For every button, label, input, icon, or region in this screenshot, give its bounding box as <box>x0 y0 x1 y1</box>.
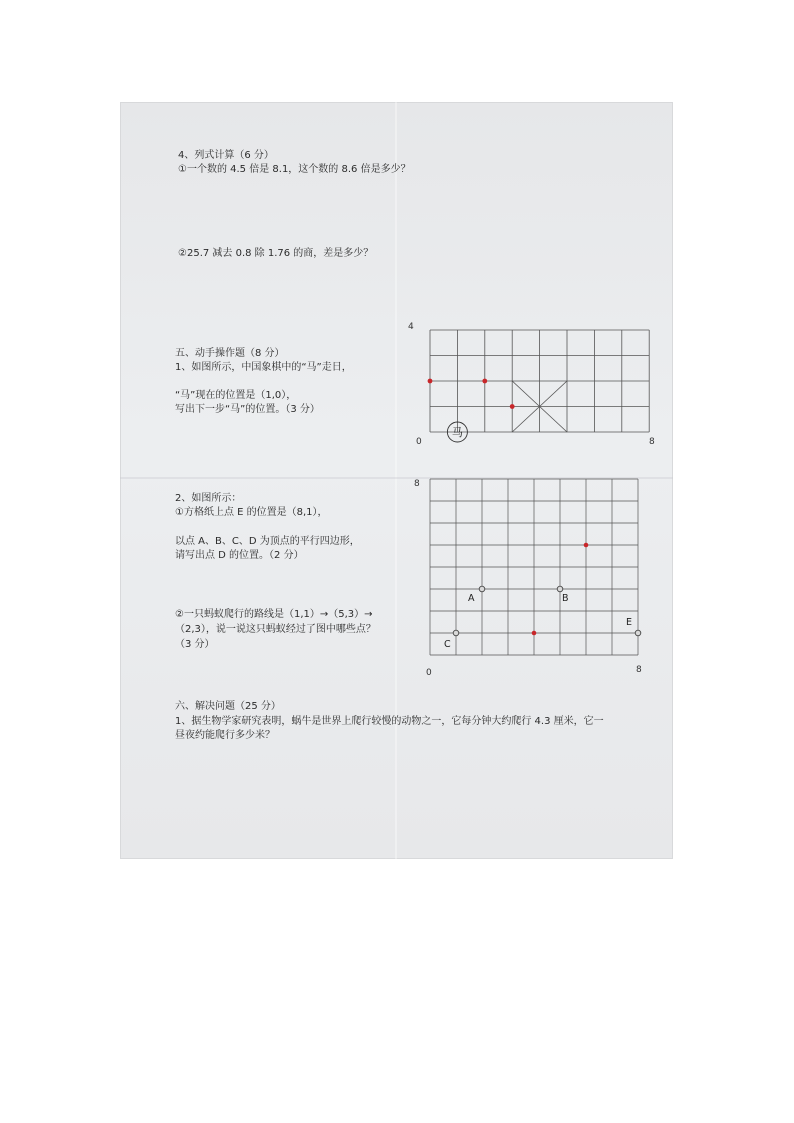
section4-question2: ②25.7 减去 0.8 除 1.76 的商，差是多少？ <box>178 248 374 259</box>
section5-q2-line2: ①方格纸上点 E 的位置是（8,1）， <box>175 507 328 518</box>
section5-q2-line3: 以点 A、B、C、D 为顶点的平行四边形， <box>175 536 360 547</box>
grid2-point-C <box>453 630 459 636</box>
grid2-point-label-A: A <box>468 593 475 604</box>
grid2-y-max-label: 8 <box>414 479 420 489</box>
grid2-point-label-E: E <box>626 617 633 628</box>
grid2-origin-label: 0 <box>426 668 432 678</box>
grid1-origin-label: 0 <box>416 437 422 447</box>
section5-q2-line7: （3 分） <box>175 639 215 650</box>
section5-q1-line3: 写出下一步“马”的位置。（3 分） <box>175 404 320 415</box>
section6-title: 六、解决问题（25 分） <box>175 701 281 712</box>
section5-q2-line5: ②一只蚂蚁爬行的路线是（1,1）→（5,3）→ <box>175 609 373 620</box>
section5-q2-line6: （2,3），说一说这只蚂蚁经过了图中哪些点？ <box>175 624 376 635</box>
grid2-point-B <box>557 586 563 592</box>
horse-piece-label: 马 <box>451 426 463 439</box>
grid1-y-max-label: 4 <box>408 322 414 332</box>
section5-title: 五、动手操作题（8 分） <box>175 348 285 359</box>
exam-sheet <box>120 102 673 859</box>
grid2-x-max-label: 8 <box>636 665 642 675</box>
grid2-red-dot <box>532 631 537 636</box>
grid2-point-label-C: C <box>444 639 451 650</box>
grid2-point-E <box>635 630 641 636</box>
grid2-point-A <box>479 586 485 592</box>
section4-title: 4、列式计算（6 分） <box>178 150 274 161</box>
paper-fold-vertical <box>395 102 397 859</box>
grid2-red-dot <box>584 543 589 548</box>
section5-q2-line1: 2、如图所示： <box>175 493 242 504</box>
grid2-coordinate-paper <box>420 472 650 672</box>
grid2-point-label-B: B <box>562 593 569 604</box>
grid1-red-dot <box>482 379 487 384</box>
section5-q1-line2: “马”现在的位置是（1,0）， <box>175 390 297 401</box>
section5-q1-line1: 1、如图所示，中国象棋中的“马”走日， <box>175 362 352 373</box>
grid1-red-dot <box>510 404 515 409</box>
section6-q1-line2: 昼夜约能爬行多少米？ <box>175 730 275 741</box>
section6-q1-line1: 1、据生物学家研究表明，蜗牛是世界上爬行较慢的动物之一，它每分钟大约爬行 4.3 厘米，它一 <box>175 716 604 727</box>
grid1-chess-board <box>420 322 660 452</box>
grid1-red-dot <box>428 379 433 384</box>
section5-q2-line4: 请写出点 D 的位置。（2 分） <box>175 550 304 561</box>
section4-question1: ①一个数的 4.5 倍是 8.1，这个数的 8.6 倍是多少？ <box>178 164 411 175</box>
grid1-x-max-label: 8 <box>649 437 655 447</box>
